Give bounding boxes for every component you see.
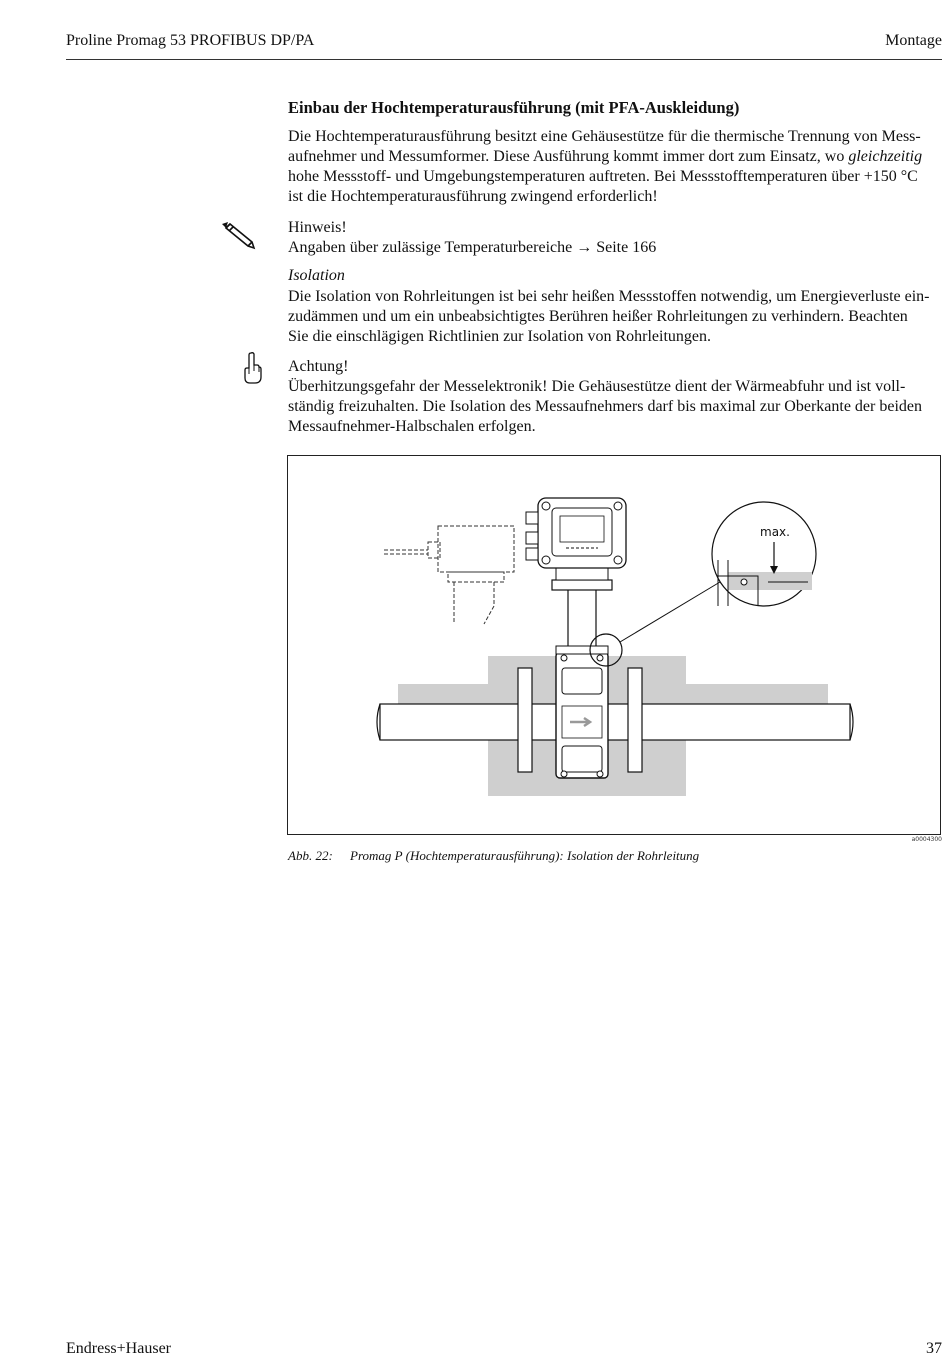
caption-number: Abb. 22: xyxy=(288,848,333,863)
isolation-line: Die Isolation von Rohrleitungen ist bei sehr heißen Messstoffen notwendig, um Energieverluste ein- xyxy=(288,288,930,305)
document-title: Proline Promag 53 PROFIBUS DP/PA xyxy=(66,32,315,49)
figure-caption xyxy=(288,848,699,864)
note-block xyxy=(288,218,942,258)
warning-label: Achtung! xyxy=(288,358,349,375)
intro-line: ist die Hochtemperaturausführung zwingend erforderlich! xyxy=(288,188,658,205)
intro-emphasis: gleichzeitig xyxy=(848,148,923,165)
isolation-line: zudämmen und um ein unbeabsichtigtes Berühren heißer Rohrleitungen zu verhindern. Beachten xyxy=(288,308,908,325)
isolation-line: Sie die einschlägigen Richtlinien zur Isolation von Rohrleitungen. xyxy=(288,328,712,345)
intro-line: Die Hochtemperaturausführung besitzt eine Gehäusestütze für die thermische Trennung von Mess- xyxy=(288,128,921,145)
warning-line: ständig freizuhalten. Die Isolation des Messaufnehmers darf bis maximal zur Oberkante der beiden xyxy=(288,398,923,415)
intro-text: aufnehmer und Messumformer. Diese Ausführung kommt immer dort zum Einsatz, wo xyxy=(288,148,849,165)
detail-max-label: max. xyxy=(760,525,790,539)
intro-line xyxy=(288,147,942,167)
flowmeter-figure xyxy=(287,455,941,835)
flowmeter-drawing xyxy=(288,456,940,834)
caption-text: Promag P (Hochtemperaturausführung): Isolation der Rohrleitung xyxy=(350,848,700,863)
isolation-title: Isolation xyxy=(288,267,345,284)
warning-paragraph xyxy=(288,377,942,437)
intro-paragraph xyxy=(288,127,942,207)
isolation-paragraph xyxy=(288,287,942,347)
note-label: Hinweis! xyxy=(288,219,347,236)
page-number: 37 xyxy=(926,1340,942,1357)
pointing-hand-icon xyxy=(242,351,264,385)
intro-line: hohe Messstoff- und Umgebungstemperaturen auftreten. Bei Messstofftemperaturen über +150 °C xyxy=(288,168,918,185)
warning-line: Überhitzungsgefahr der Messelektronik! Die Gehäusestütze dient der Wärmeabfuhr und ist voll- xyxy=(288,378,906,395)
header-divider xyxy=(66,59,942,60)
warning-line: Messaufnehmer-Halbschalen erfolgen. xyxy=(288,418,536,435)
pencil-icon xyxy=(220,218,260,254)
section-title: Einbau der Hochtemperaturausführung (mit PFA-Auskleidung) xyxy=(288,98,740,117)
note-text[interactable]: Angaben über zulässige Temperaturbereiche → Seite 166 xyxy=(288,239,657,256)
figure-id: a0004300 xyxy=(911,836,942,843)
footer-brand: Endress+Hauser xyxy=(66,1340,171,1357)
section-name: Montage xyxy=(885,32,942,49)
